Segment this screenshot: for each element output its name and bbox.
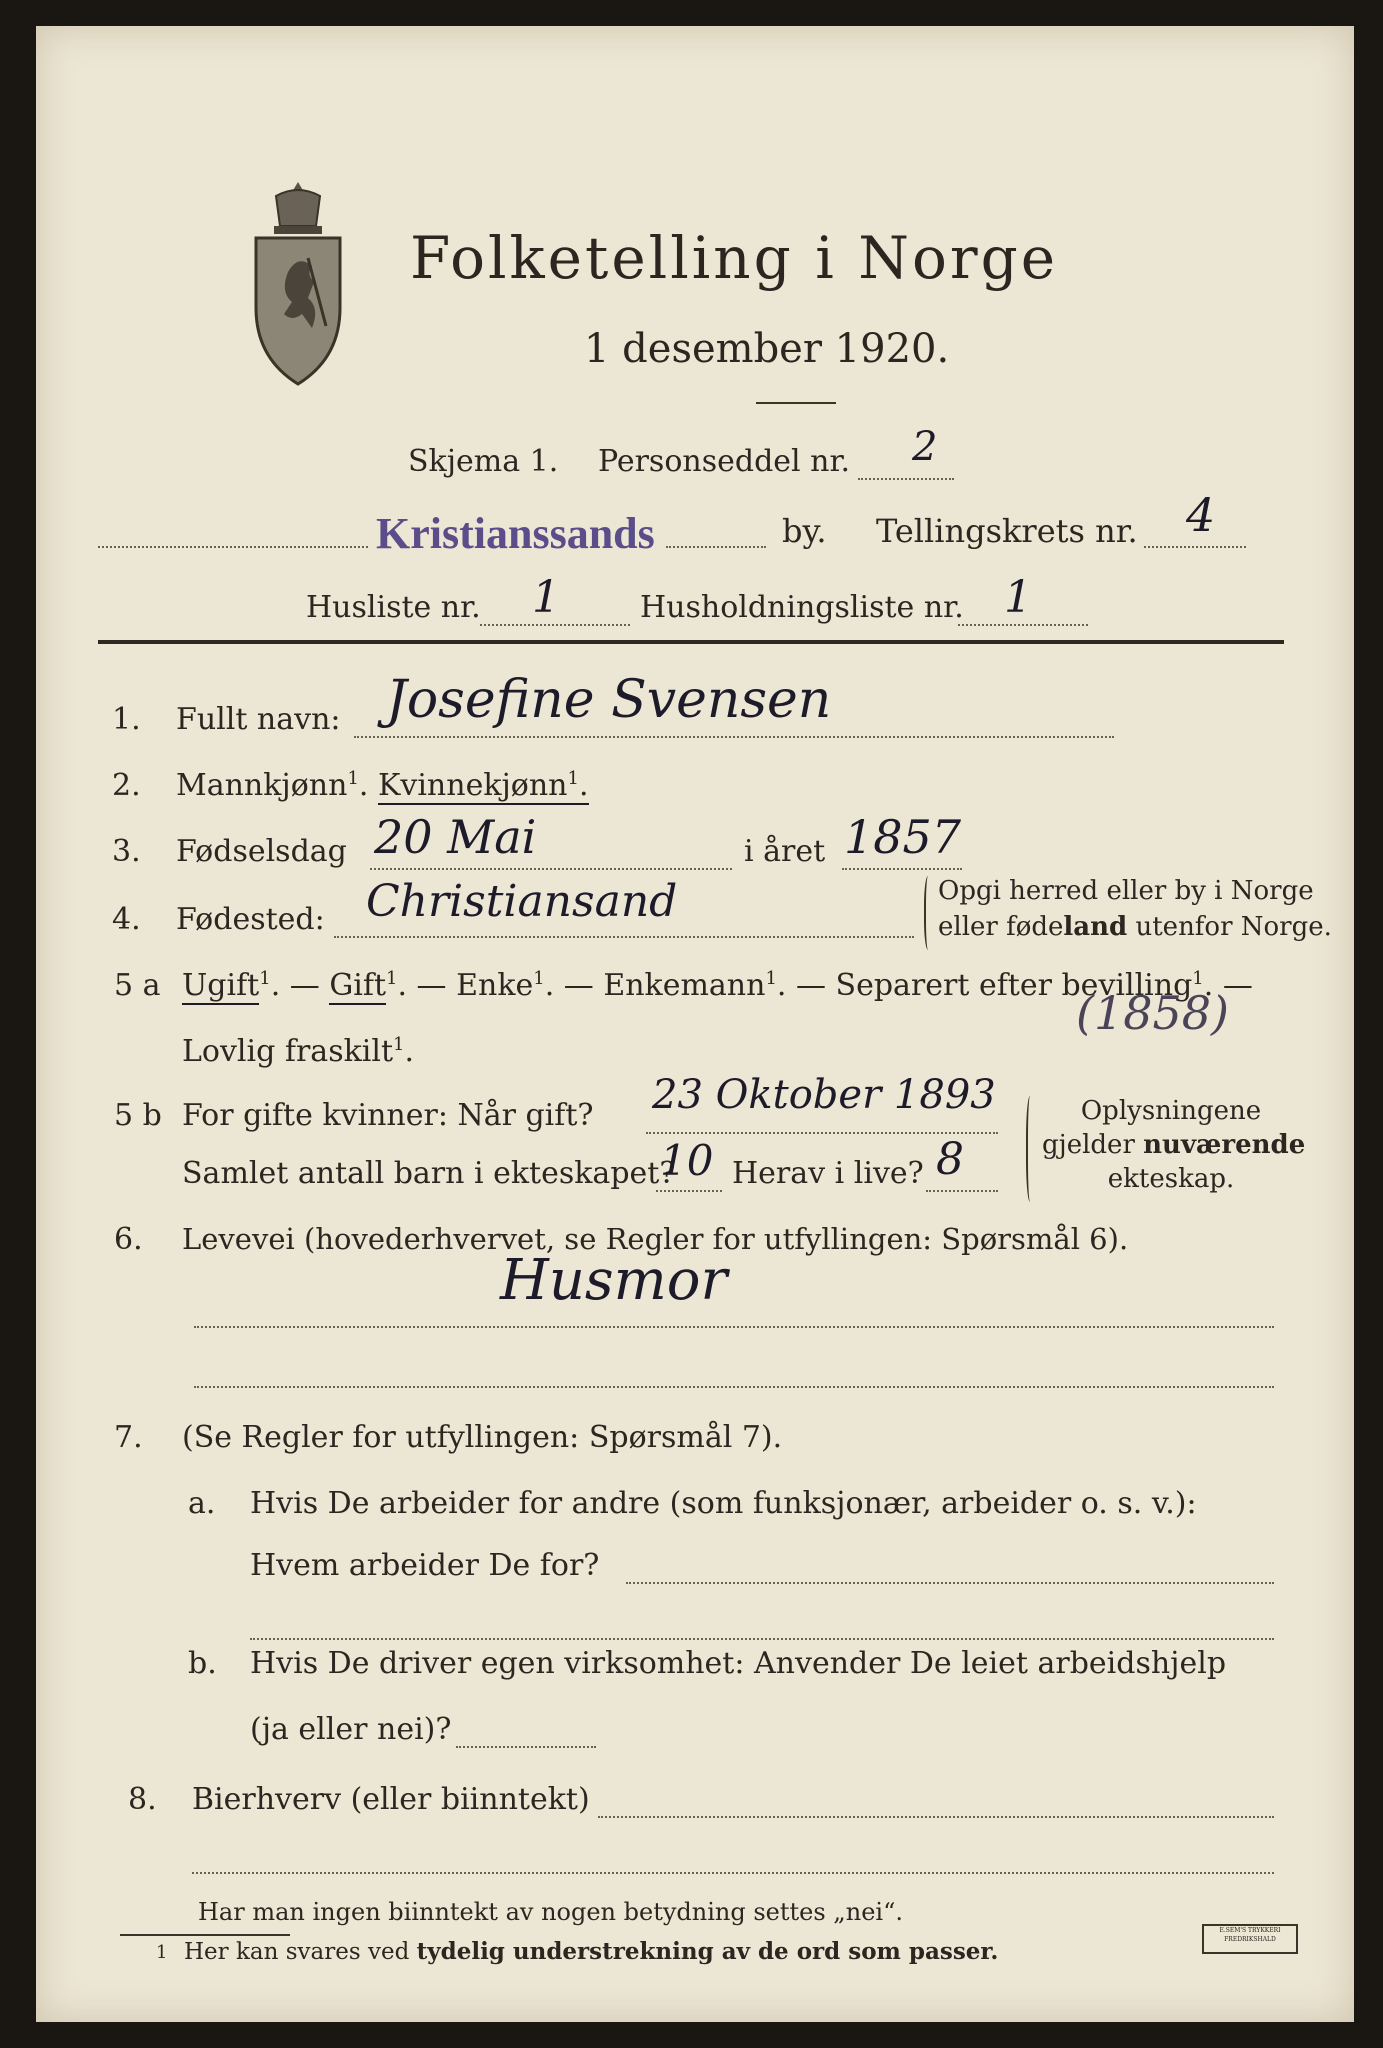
husliste-label: Husliste nr. [306,590,481,625]
q4-label: Fødested: [176,902,325,937]
q8-note: Har man ingen biinntekt av nogen betydning settes „nei“. [198,1898,903,1926]
q7a-letter: a. [188,1486,216,1521]
q7-number: 7. [114,1420,143,1455]
q5a-gift-underlined: Gift [329,968,387,1003]
schema-label: Skjema 1. [408,444,559,479]
city-right-line [666,546,766,548]
q1-label: Fullt navn: [176,702,341,737]
q6-label: Levevei (hovederhvervet, se Regler for utfyllingen: Spørsmål 6). [182,1222,1129,1256]
form-title: Folketelling i Norge [410,224,1059,292]
husliste-line [480,624,630,626]
q3-number: 3. [112,834,141,869]
q7a-line-1 [626,1582,1274,1584]
q5a-handnote: (1858) [1076,986,1229,1040]
q7a-text: Hvis De arbeider for andre (som funksjonær, arbeider o. s. v.): [250,1486,1197,1521]
q3-label: Fødselsdag [176,834,347,869]
q7b-letter: b. [188,1646,217,1681]
q8-label: Bierhverv (eller biinntekt) [192,1782,590,1817]
q2-mann: Mannkjønn [176,768,348,803]
q3-year-value: 1857 [844,810,962,864]
q4-note-line1: Opgi herred eller by i Norge [938,876,1314,906]
title-divider [756,402,836,404]
q2-number: 2. [112,768,141,803]
norway-coat-of-arms [248,176,348,388]
q5b-live-line [926,1190,998,1192]
q4-number: 4. [112,902,141,937]
q6-value: Husmor [500,1248,728,1313]
q5b-note-line2: gjelder nuværende [1042,1130,1306,1160]
q6-line-1 [194,1326,1274,1328]
q3-year-label: i året [744,834,826,869]
q5b-gift-value: 23 Oktober 1893 [652,1072,996,1118]
tellingskrets-line [1144,546,1246,548]
q4-line [334,936,914,938]
q8-line-2 [192,1872,1274,1874]
q2-kvinne-underlined: Kvinnekjønn$^1$. [377,768,589,803]
city-left-line [98,546,368,548]
q4-value: Christiansand [366,876,678,927]
personseddel-line [858,478,954,480]
tellingskrets-label: Tellingskrets nr. [876,512,1138,550]
q4-note-line2: eller fødeland utenfor Norge. [938,912,1332,942]
q5b-label: For gifte kvinner: Når gift? [182,1098,594,1133]
q4-brace [924,876,934,950]
q5b-barn-line [656,1190,722,1192]
q7a-line-2 [250,1638,1274,1640]
q7b-text: Hvis De driver egen virksomhet: Anvender De leiet arbeidshjelp [250,1646,1227,1681]
q5b-note-line3: ekteskap. [1107,1164,1235,1194]
census-date: 1 desember 1920. [584,326,950,372]
q7a-question: Hvem arbeider De for? [250,1548,600,1583]
personseddel-value: 2 [912,424,938,470]
q3-line [370,868,732,870]
q5a-number: 5 a [114,968,161,1003]
city-stamp: Kristianssands [376,509,655,558]
q3-value: 20 Mai [374,810,537,864]
census-form-sheet [36,26,1354,2022]
q5a-ugift-underlined: Ugift [182,968,260,1003]
q7-label: (Se Regler for utfyllingen: Spørsmål 7). [182,1420,783,1455]
q5b-live-label: Herav i live? [732,1156,924,1191]
footnote-text: Her kan svares ved tydelig understrekning av de ord som passer. [184,1938,999,1965]
personseddel-label: Personseddel nr. [598,444,851,479]
husholdningsliste-line [958,624,1088,626]
q3-year-line [842,868,962,870]
q6-number: 6. [114,1222,143,1257]
q7b-question: (ja eller nei)? [250,1712,452,1747]
q1-line [354,736,1114,738]
footnote-mark: 1 [156,1942,168,1963]
q2-options: Mannkjønn$^1$. Kvinnekjønn$^1$. [176,768,589,803]
husliste-value: 1 [532,572,560,623]
printer-mark: E.SEM'S TRYKKERI FREDRIKSHALD [1202,1924,1298,1954]
q5b-number: 5 b [114,1098,162,1133]
q8-number: 8. [128,1782,157,1817]
q5b-note-line1: Oplysningene [1080,1096,1262,1126]
by-label: by. [782,512,827,550]
header-divider [98,640,1284,644]
q5a-fraskilt: Lovlig fraskilt$^1$. [182,1034,415,1069]
q1-number: 1. [112,702,141,737]
q8-line-1 [598,1816,1274,1818]
q5b-live-value: 8 [936,1134,964,1185]
q5a-options: Ugift$^1$. — Gift$^1$. — Enke$^1$. — Enkemann$^1$. — Separert efter bevilling$^1$. — [182,968,1253,1003]
q7b-line [456,1746,596,1748]
footnote-divider [120,1934,290,1936]
q5b-barn-value: 10 [660,1136,714,1185]
husholdningsliste-label: Husholdningsliste nr. [640,590,964,625]
q5b-brace [1026,1096,1036,1202]
q6-line-2 [194,1386,1274,1388]
tellingskrets-value: 4 [1186,488,1216,542]
q1-value: Josefine Svensen [386,670,832,730]
husholdningsliste-value: 1 [1004,572,1032,623]
q5b-barn-label: Samlet antall barn i ekteskapet? [182,1156,676,1191]
